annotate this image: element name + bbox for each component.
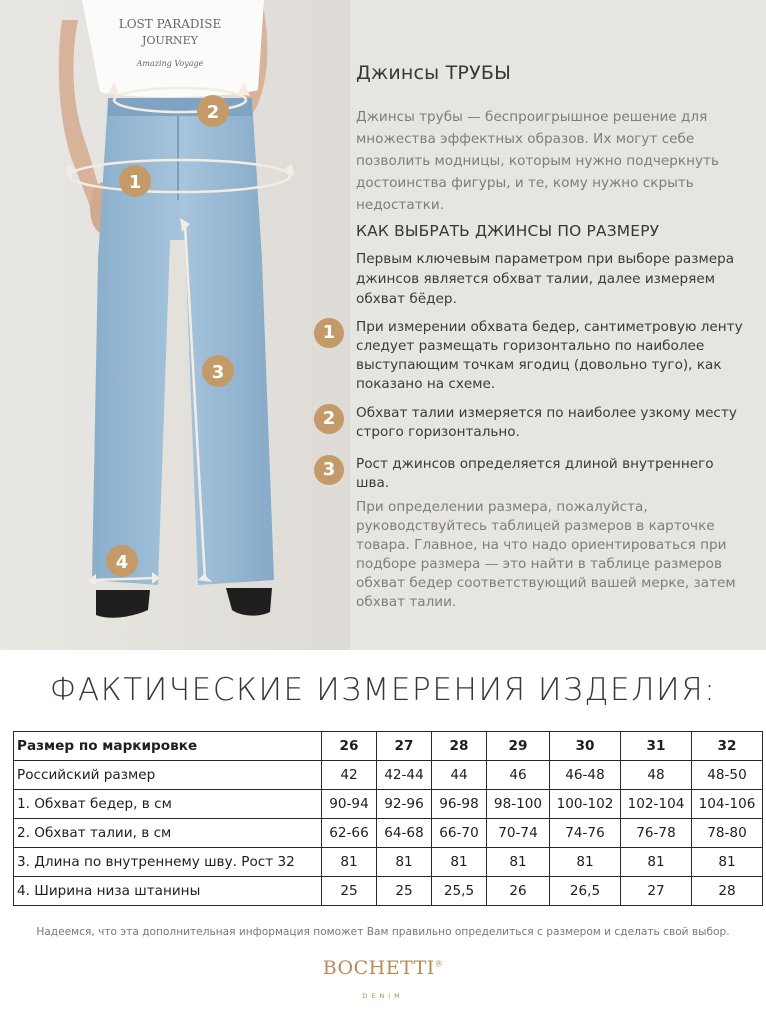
table-cell: 81 [487,848,550,877]
step-text: Обхват талии измеряется по наиболее узкому месту строго горизонтально. [356,405,737,440]
table-cell: 102-104 [621,790,692,819]
table-cell: 25,5 [432,877,487,906]
guide-heading: КАК ВЫБРАТЬ ДЖИНСЫ ПО РАЗМЕРУ [356,222,660,240]
table-cell: 44 [432,761,487,790]
table-row [14,877,763,906]
guide-lead: Первым ключевым параметром при выборе размера джинсов является обхват талии, далее измеряем обхват бёдер. [356,251,735,307]
table-cell: 62-66 [322,819,377,848]
shirt-text-3: Amazing Voyage [136,59,204,68]
table-cell: 81 [322,848,377,877]
guide-outro: При определении размера, пожалуйста, руководствуйтесь таблицей размеров в карточке товара. Главное, на что надо ориентироваться при подборе размера — это найти в таблице размеров обхват бедер соответствующий вашей мерке, затем обхват талии. [356,499,736,610]
table-cell: 46-48 [550,761,621,790]
size-header: 27 [377,732,432,761]
product-title: Джинсы ТРУБЫ [356,62,512,84]
size-header: 31 [621,732,692,761]
footer-note: Надеемся, что эта дополнительная информация поможет Вам правильно определиться с размером и сделать свой выбор. [36,926,730,938]
table-cell: 98-100 [487,790,550,819]
table-cell: 81 [377,848,432,877]
table-cell: 48-50 [692,761,763,790]
table-row [14,761,763,790]
table-cell: 92-96 [377,790,432,819]
table-cell: 42-44 [377,761,432,790]
table-cell: 46 [487,761,550,790]
brand-name: BOCHETTI [322,957,435,979]
table-cell: 81 [550,848,621,877]
row-label: 2. Обхват талии, в см [14,819,322,848]
table-row [14,848,763,877]
svg-text:4: 4 [115,552,129,573]
size-table [13,731,763,906]
table-cell: 66-70 [432,819,487,848]
shirt-text-2: JOURNEY [142,34,198,47]
product-intro: Джинсы трубы — беспроигрышное решение для множества эффектных образов. Их могут себе позволить модницы, которым нужно подчеркнуть достоинства фигуры, и те, кому нужно скрыть недостатки. [356,109,719,213]
table-cell: 81 [621,848,692,877]
marker-1 [119,165,151,197]
svg-text:2: 2 [206,102,220,123]
measurements-title: ФАКТИЧЕСКИЕ ИЗМЕРЕНИЯ ИЗДЕЛИЯ: [49,672,717,708]
table-cell: 26,5 [550,877,621,906]
step-badge: 3 [314,455,344,485]
marker-4 [106,545,138,577]
table-cell: 74-76 [550,819,621,848]
table-row [14,819,763,848]
table-cell: 70-74 [487,819,550,848]
table-cell: 96-98 [432,790,487,819]
table-cell: 25 [322,877,377,906]
step-badge: 1 [314,318,344,348]
marker-2 [197,95,229,127]
table-row [14,790,763,819]
brand-logo [0,957,766,979]
table-cell: 48 [621,761,692,790]
size-header: 29 [487,732,550,761]
table-cell: 64-68 [377,819,432,848]
size-header: 32 [692,732,763,761]
table-cell: 26 [487,877,550,906]
brand-subtitle: DENIM [362,992,404,1000]
shirt-text-1: LOST PARADISE [118,17,222,31]
table-cell: 25 [377,877,432,906]
size-header: 30 [550,732,621,761]
table-cell: 81 [692,848,763,877]
row-label: 4. Ширина низа штанины [14,877,322,906]
step-text: При измерении обхвата бедер, сантиметровую ленту следует размещать горизонтально по наиболее выступающим точкам ягодиц (довольно туго), как показано на схеме. [356,319,743,392]
size-header: 26 [322,732,377,761]
row-label: 1. Обхват бедер, в см [14,790,322,819]
table-cell: 28 [692,877,763,906]
table-cell: 78-80 [692,819,763,848]
table-cell: 81 [432,848,487,877]
table-cell: 27 [621,877,692,906]
size-header: 28 [432,732,487,761]
step-badge: 2 [314,404,344,434]
step-text: Рост джинсов определяется длиной внутреннего шва. [356,456,714,491]
registered-mark: ® [434,959,444,969]
table-header-label: Размер по маркировке [14,732,322,761]
svg-text:1: 1 [128,172,142,193]
tshirt [82,0,264,97]
table-cell: 104-106 [692,790,763,819]
model-photo [0,0,350,650]
row-label: 3. Длина по внутреннему шву. Рост 32 [14,848,322,877]
table-header-row [14,732,763,761]
table-cell: 76-78 [621,819,692,848]
table-cell: 100-102 [550,790,621,819]
table-cell: 90-94 [322,790,377,819]
row-label: Российский размер [14,761,322,790]
marker-3 [202,355,234,387]
svg-text:3: 3 [211,362,225,383]
table-cell: 42 [322,761,377,790]
